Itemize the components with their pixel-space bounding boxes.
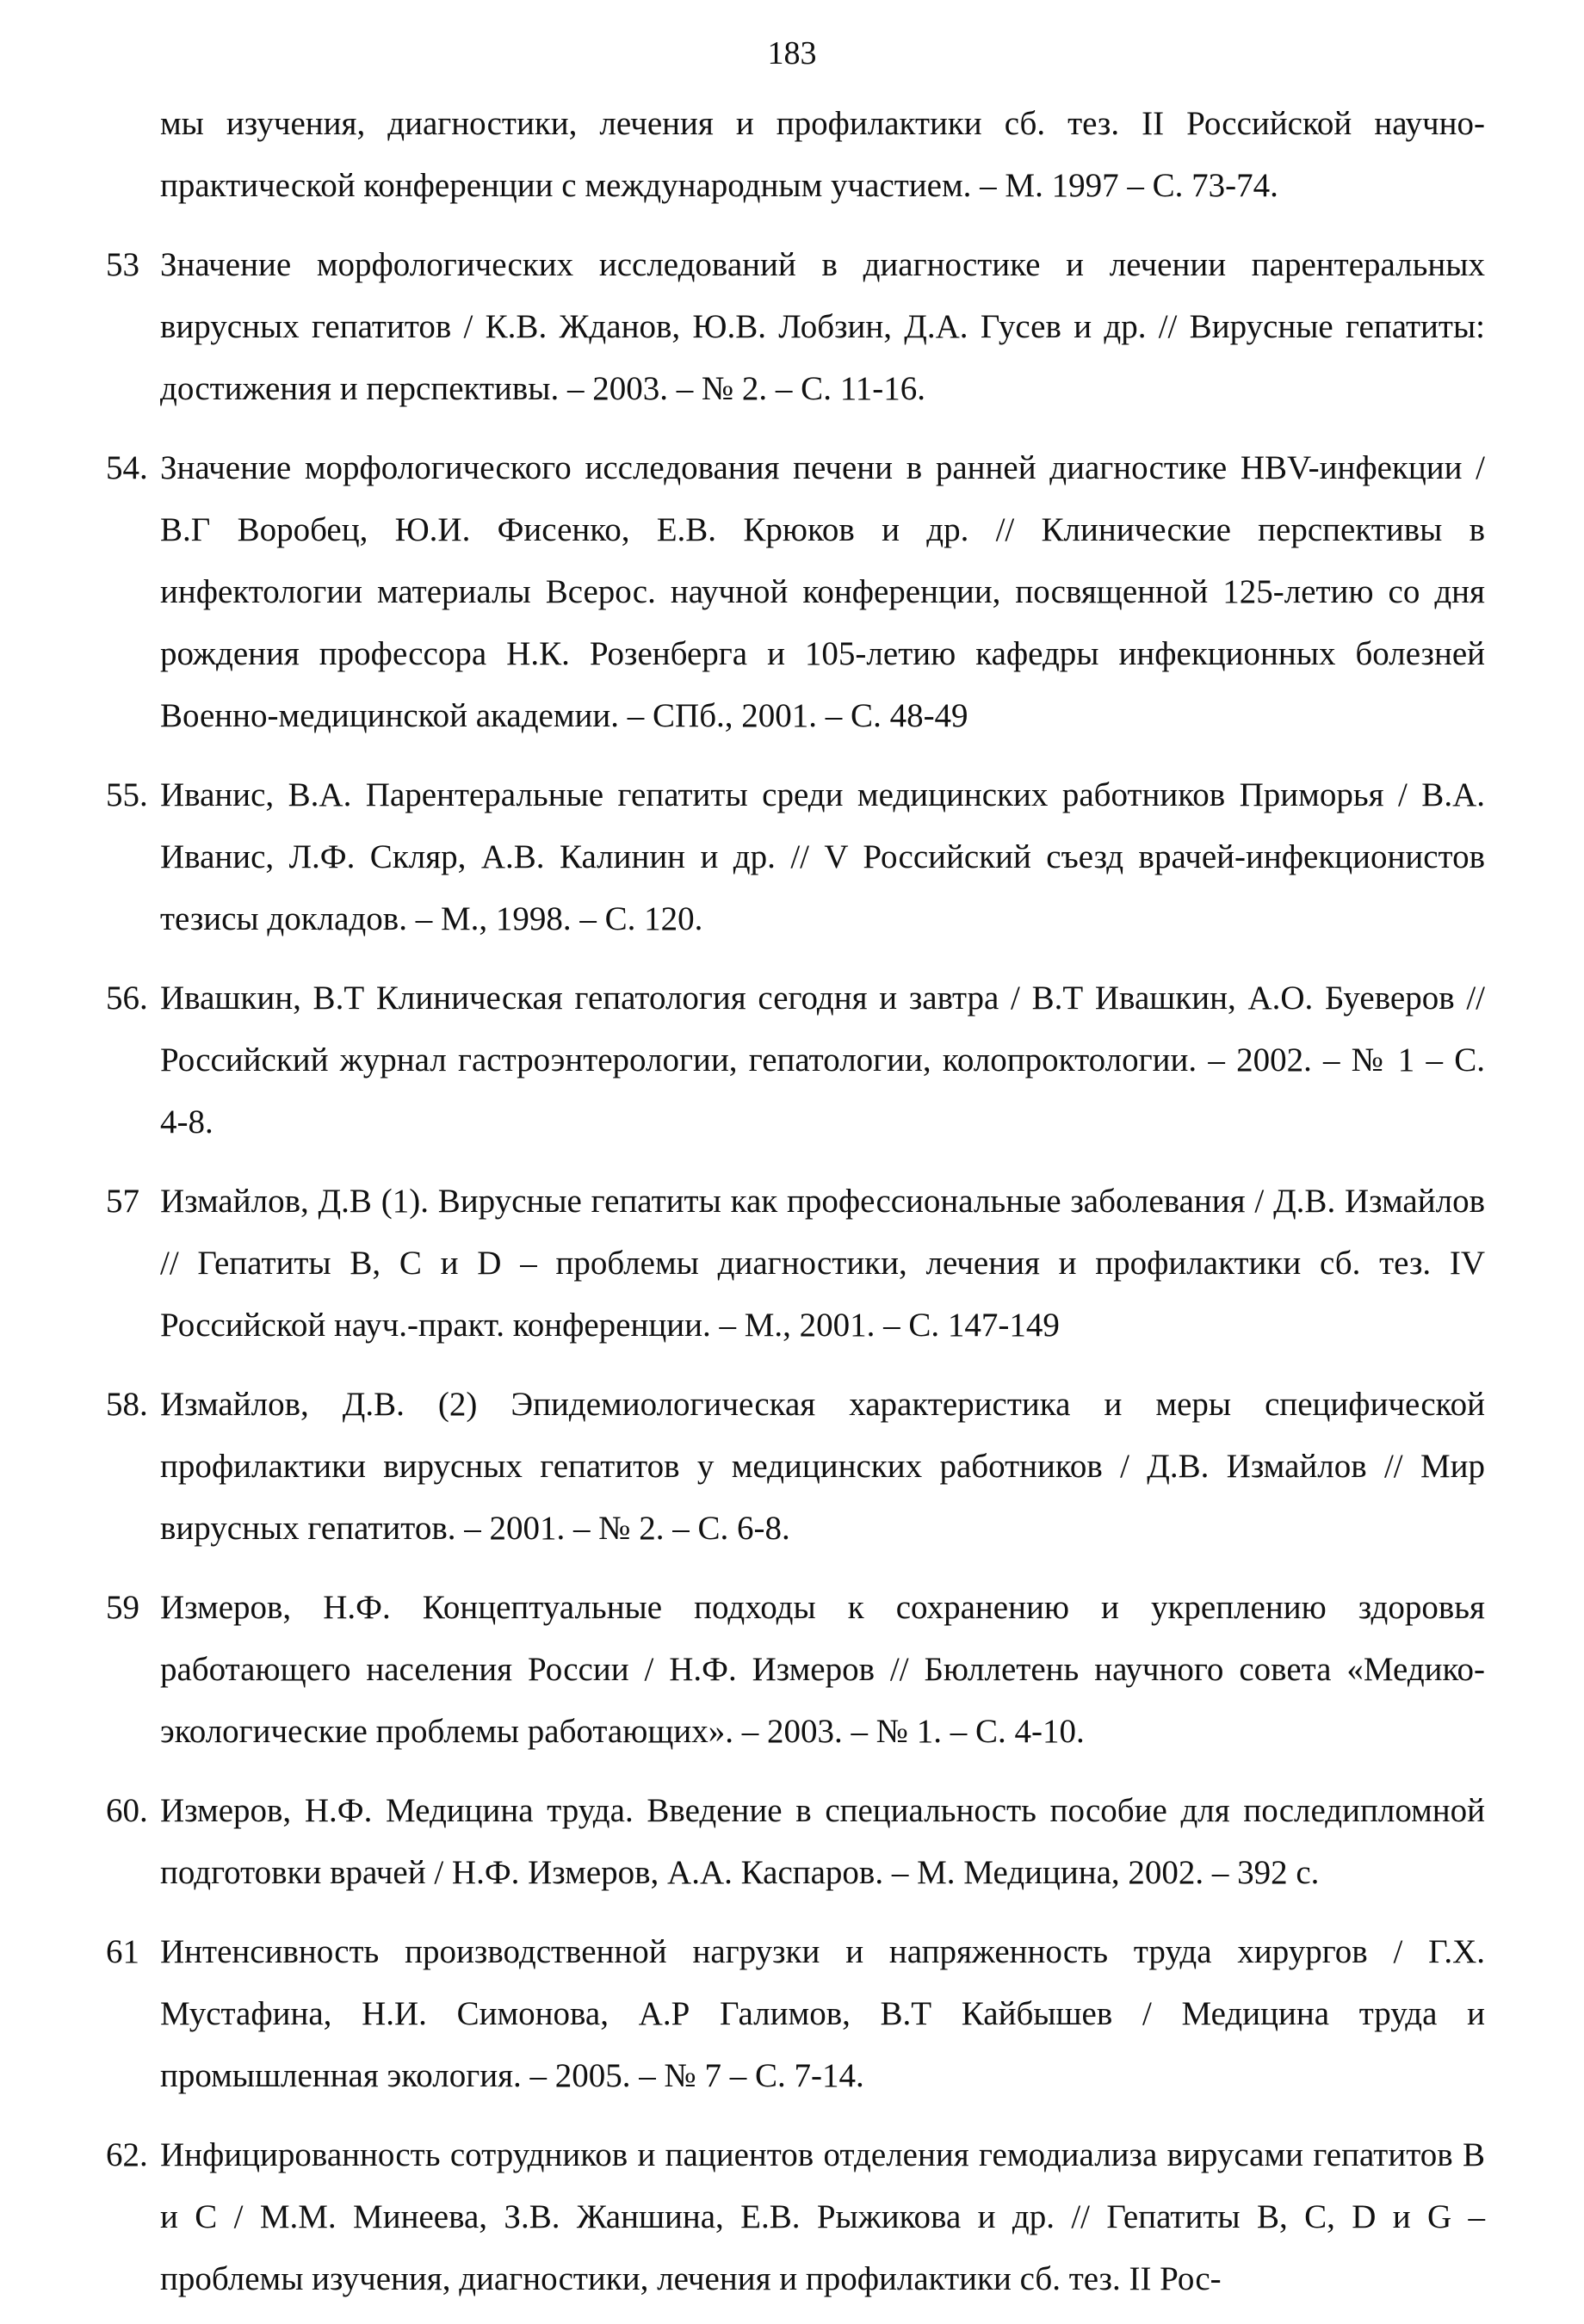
reference-55 <box>106 764 1485 950</box>
reference-text: Интенсивность производственной нагрузки и напряженность труда хирургов / Г.Х. Мустафина, Н.И. Симонова, А.Р Галимов, В.Т Кайбышев / Медицина труда и промышленная экология. – 2005. – № 7 – С. 7-14. <box>160 1933 1485 2094</box>
reference-number: 55. <box>106 776 148 813</box>
reference-61 <box>106 1921 1485 2107</box>
reference-text: Иванис, В.А. Парентеральные гепатиты среди медицинских работников Приморья / В.А. Иванис, Л.Ф. Скляр, А.В. Калинин и др. // V Российский съезд врачей-инфекционистов тезисы докладов. – М., 1998. – С. 120. <box>160 776 1485 937</box>
reference-text: Значение морфологических исследований в диагностике и лечении парентеральных вирусных гепатитов / К.В. Жданов, Ю.В. Лобзин, Д.А. Гусев и др. // Вирусные гепатиты: достижения и перспективы. – 2003. – № 2. – С. 11-16. <box>160 246 1485 407</box>
page-number: 183 <box>767 35 817 71</box>
reference-number: 62. <box>106 2136 148 2173</box>
reference-list <box>106 93 1485 2310</box>
reference-number: 59 <box>106 1589 139 1626</box>
reference-57 <box>106 1171 1485 1357</box>
reference-text: Ивашкин, В.Т Клиническая гепатология сегодня и завтра / В.Т Ивашкин, А.О. Буеверов // Российский журнал гастроэнтерологии, гепатологии, колопроктологии. – 2002. – № 1 – С. 4-8. <box>160 980 1485 1140</box>
reference-59 <box>106 1577 1485 1763</box>
reference-text: Измайлов, Д.В. (2) Эпидемиологическая характеристика и меры специфической профилактики вирусных гепатитов у медицинских работников / Д.В. Измайлов // Мир вирусных гепатитов. – 2001. – № 2. – С. 6-8. <box>160 1386 1485 1547</box>
reference-text: Измеров, Н.Ф. Концептуальные подходы к сохранению и укреплению здоровья работающего населения России / Н.Ф. Измеров // Бюллетень научного совета «Медико-экологические проблемы работающих». – 2003. – № 1. – С. 4-10. <box>160 1589 1485 1750</box>
reference-60 <box>106 1780 1485 1904</box>
reference-text: Измайлов, Д.В (1). Вирусные гепатиты как профессиональные заболевания / Д.В. Измайлов // Гепатиты В, С и D – проблемы диагностики, лечения и профилактики сб. тез. IV Российской науч.-практ. конференции. – М., 2001. – С. 147-149 <box>160 1183 1485 1344</box>
reference-number: 54. <box>106 449 148 486</box>
reference-54 <box>106 437 1485 747</box>
reference-number: 60. <box>106 1792 148 1829</box>
reference-continuation <box>106 93 1485 217</box>
reference-53 <box>106 234 1485 420</box>
reference-text: мы изучения, диагностики, лечения и профилактики сб. тез. II Российской научно-практической конференции с международным участием. – М. 1997 – С. 73-74. <box>160 105 1485 204</box>
reference-text: Значение морфологического исследования печени в ранней диагностике HBV-инфекции / В.Г Воробец, Ю.И. Фисенко, Е.В. Крюков и др. // Клинические перспективы в инфектологии материалы Всерос. научной конференции, посвященной 125-летию со дня рождения профессора Н.К. Розенберга и 105-летию кафедры инфекционных болезней Военно-медицинской академии. – СПб., 2001. – С. 48-49 <box>160 449 1485 734</box>
reference-number: 57 <box>106 1183 139 1220</box>
reference-58 <box>106 1374 1485 1560</box>
reference-text: Измеров, Н.Ф. Медицина труда. Введение в специальность пособие для последипломной подготовки врачей / Н.Ф. Измеров, А.А. Каспаров. – М. Медицина, 2002. – 392 с. <box>160 1792 1485 1891</box>
reference-number: 53 <box>106 246 139 283</box>
reference-number: 58. <box>106 1386 148 1423</box>
reference-number: 56. <box>106 980 148 1017</box>
reference-text: Инфицированность сотрудников и пациентов отделения гемодиализа вирусами гепатитов В и С / М.М. Минеева, З.В. Жаншина, Е.В. Рыжикова и др. // Гепатиты В, С, D и G – проблемы изучения, диагностики, лечения и профилактики сб. тез. II Рос- <box>160 2136 1485 2297</box>
reference-62 <box>106 2124 1485 2310</box>
reference-number: 61 <box>106 1933 139 1970</box>
reference-56 <box>106 967 1485 1153</box>
